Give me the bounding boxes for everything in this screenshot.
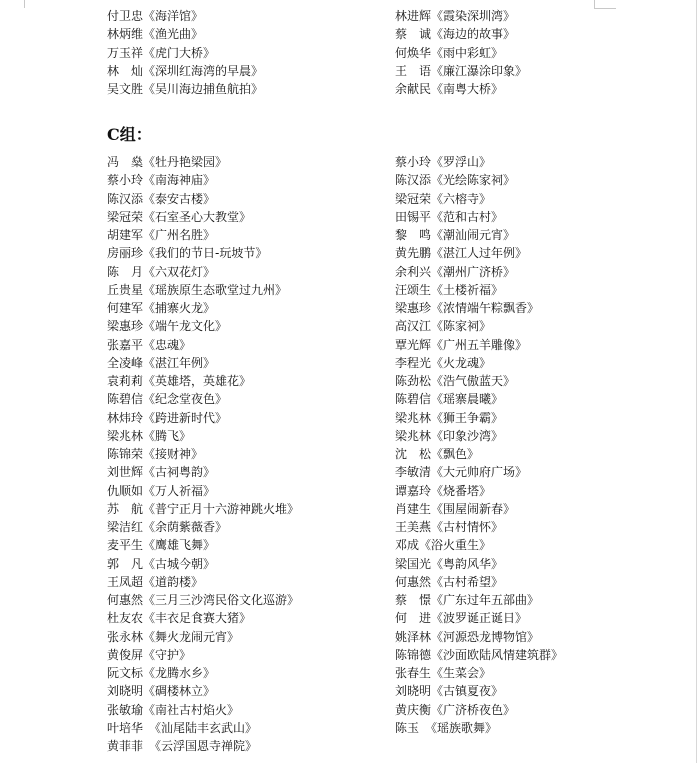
list-item: 胡建军《广州名胜》 [107,228,216,242]
list-item: 梁兆林《腾飞》 [107,428,192,443]
list-item: 吴文胜《吴川海边捕鱼航拍》 [107,82,264,96]
list-item: 沈 松《飘色》 [395,447,480,461]
list-item: 黄先鹏《湛江人过年例》 [395,246,528,261]
list-item: 何焕华《雨中彩虹》 [395,45,504,60]
list-item: 丘贵星《瑶族原生态歌堂过九州》 [107,282,288,297]
list-item: 刘晓明《古镇夏夜》 [395,684,504,699]
list-item: 黄菲菲 《云浮国恩寺禅院》 [107,739,258,753]
list-item: 何 进《波罗诞正诞日》 [395,611,528,626]
top-left-list [107,7,263,98]
list-item: 刘世辉《古祠粤韵》 [107,465,216,480]
crop-mark-right-horizontal [594,8,616,9]
list-item: 邓成《浴火重生》 [395,538,492,553]
list-item: 阮文标《龙腾水乡》 [107,666,216,680]
list-item: 肖建生《围屋闹新春》 [395,501,516,516]
list-item: 黄庆衡《广济桥夜色》 [395,702,516,717]
list-item: 麦平生《鹰雄飞舞》 [107,538,216,553]
list-item: 田锡平《范和古村》 [395,209,504,224]
list-item: 万玉祥《虎门大桥》 [107,45,216,60]
page-edge [696,0,697,763]
list-item: 冯 燊《牡丹艳梁园》 [107,155,228,169]
group-c-right-list [395,153,563,737]
list-item: 陈锦荣《接财神》 [107,447,204,461]
list-item: 付卫忠《海洋馆》 [107,9,204,23]
list-item: 汪颂生《土楼祈福》 [395,282,504,297]
list-item: 郭 凡《古城今朝》 [107,556,216,571]
list-item: 何惠然《三月三沙湾民俗文化巡游》 [107,593,300,607]
list-item: 梁洁红《余荫紫薇香》 [107,520,228,534]
list-item: 梁冠荣《六榕寺》 [395,191,492,206]
list-item: 全凌峰《湛江年例》 [107,355,216,370]
list-item: 梁兆林《印象沙湾》 [395,428,504,443]
list-item: 梁国光《粤韵风华》 [395,556,504,571]
group-c-left-list [107,153,299,755]
list-item: 叶培华 《汕尾陆丰玄武山》 [107,720,258,735]
list-item: 陈锦德《沙面欧陆风情建筑群》 [395,647,564,662]
list-item: 陈玉 《瑶族歌舞》 [395,720,498,735]
list-item: 仇顺如《万人祈福》 [107,483,216,498]
list-item: 张春生《生菜会》 [395,666,492,680]
list-item: 蔡 诚《海边的故事》 [395,27,516,42]
list-item: 张永林《舞火龙闹元宵》 [107,629,240,644]
list-item: 林进辉《霞染深圳湾》 [395,9,516,23]
list-item: 陈劲松《浩气傲蓝天》 [395,374,516,388]
list-item: 王凤超《道韵楼》 [107,574,204,589]
list-item: 黎 鸣《潮汕闹元宵》 [395,228,516,242]
list-item: 余利兴《潮州广济桥》 [395,264,516,279]
list-item: 陈碧信《纪念堂夜色》 [107,392,228,407]
group-c-heading: C组： [107,125,152,144]
list-item: 王 语《廉江瀑涂印象》 [395,63,528,78]
list-item: 陈碧信《瑶寨晨曦》 [395,392,504,407]
list-item: 蔡小玲《南海神庙》 [107,173,216,188]
list-item: 姚泽林《河源恐龙博物馆》 [395,629,540,644]
list-item: 黄俊屏《守护》 [107,647,192,662]
list-item: 张敏瑜《南社古村焰火》 [107,702,240,717]
list-item: 余献民《南粤大桥》 [395,82,504,96]
list-item: 林炳维《渔光曲》 [107,27,204,42]
list-item: 高汉江《陈家祠》 [395,319,492,334]
list-item: 陈汉添《光绘陈家祠》 [395,173,516,188]
list-item: 梁冠荣《石室圣心大教堂》 [107,209,252,224]
list-item: 覃光辉《广州五羊雕像》 [395,337,528,352]
list-item: 谭嘉玲《烧番塔》 [395,483,492,498]
list-item: 梁惠珍《浓情端午粽飘香》 [395,301,540,315]
list-item: 陈汉添《泰安古楼》 [107,191,216,206]
list-item: 梁兆林《狮王争霸》 [395,410,504,425]
list-item: 何惠然《古村希望》 [395,574,504,589]
list-item: 何建军《捕寨火龙》 [107,301,216,315]
list-item: 蔡 憬《广东过年五部曲》 [395,593,540,607]
list-item: 房丽珍《我们的节日-玩坡节》 [107,246,268,261]
list-item: 陈 月《六双花灯》 [107,264,216,279]
list-item: 梁惠珍《端午龙文化》 [107,319,228,334]
list-item: 袁莉莉《英雄塔，英雄花》 [107,374,252,388]
list-item: 苏 航《普宁正月十六游神跳火堆》 [107,501,300,516]
crop-mark-right [594,0,595,8]
list-item: 林炜玲《跨进新时代》 [107,410,228,425]
list-item: 刘晓明《碉楼林立》 [107,684,216,699]
crop-mark-left [24,0,25,8]
list-item: 林 灿《深圳红海湾的早晨》 [107,63,264,78]
top-right-list [395,7,527,98]
list-item: 王美燕《古村情怀》 [395,520,504,534]
list-item: 蔡小玲《罗浮山》 [395,155,492,169]
list-item: 张嘉平《忠魂》 [107,337,192,352]
list-item: 杜友农《丰衣足食赛大猪》 [107,611,252,626]
list-item: 李程光《火龙魂》 [395,355,492,370]
list-item: 李敏清《大元帅府广场》 [395,465,528,480]
